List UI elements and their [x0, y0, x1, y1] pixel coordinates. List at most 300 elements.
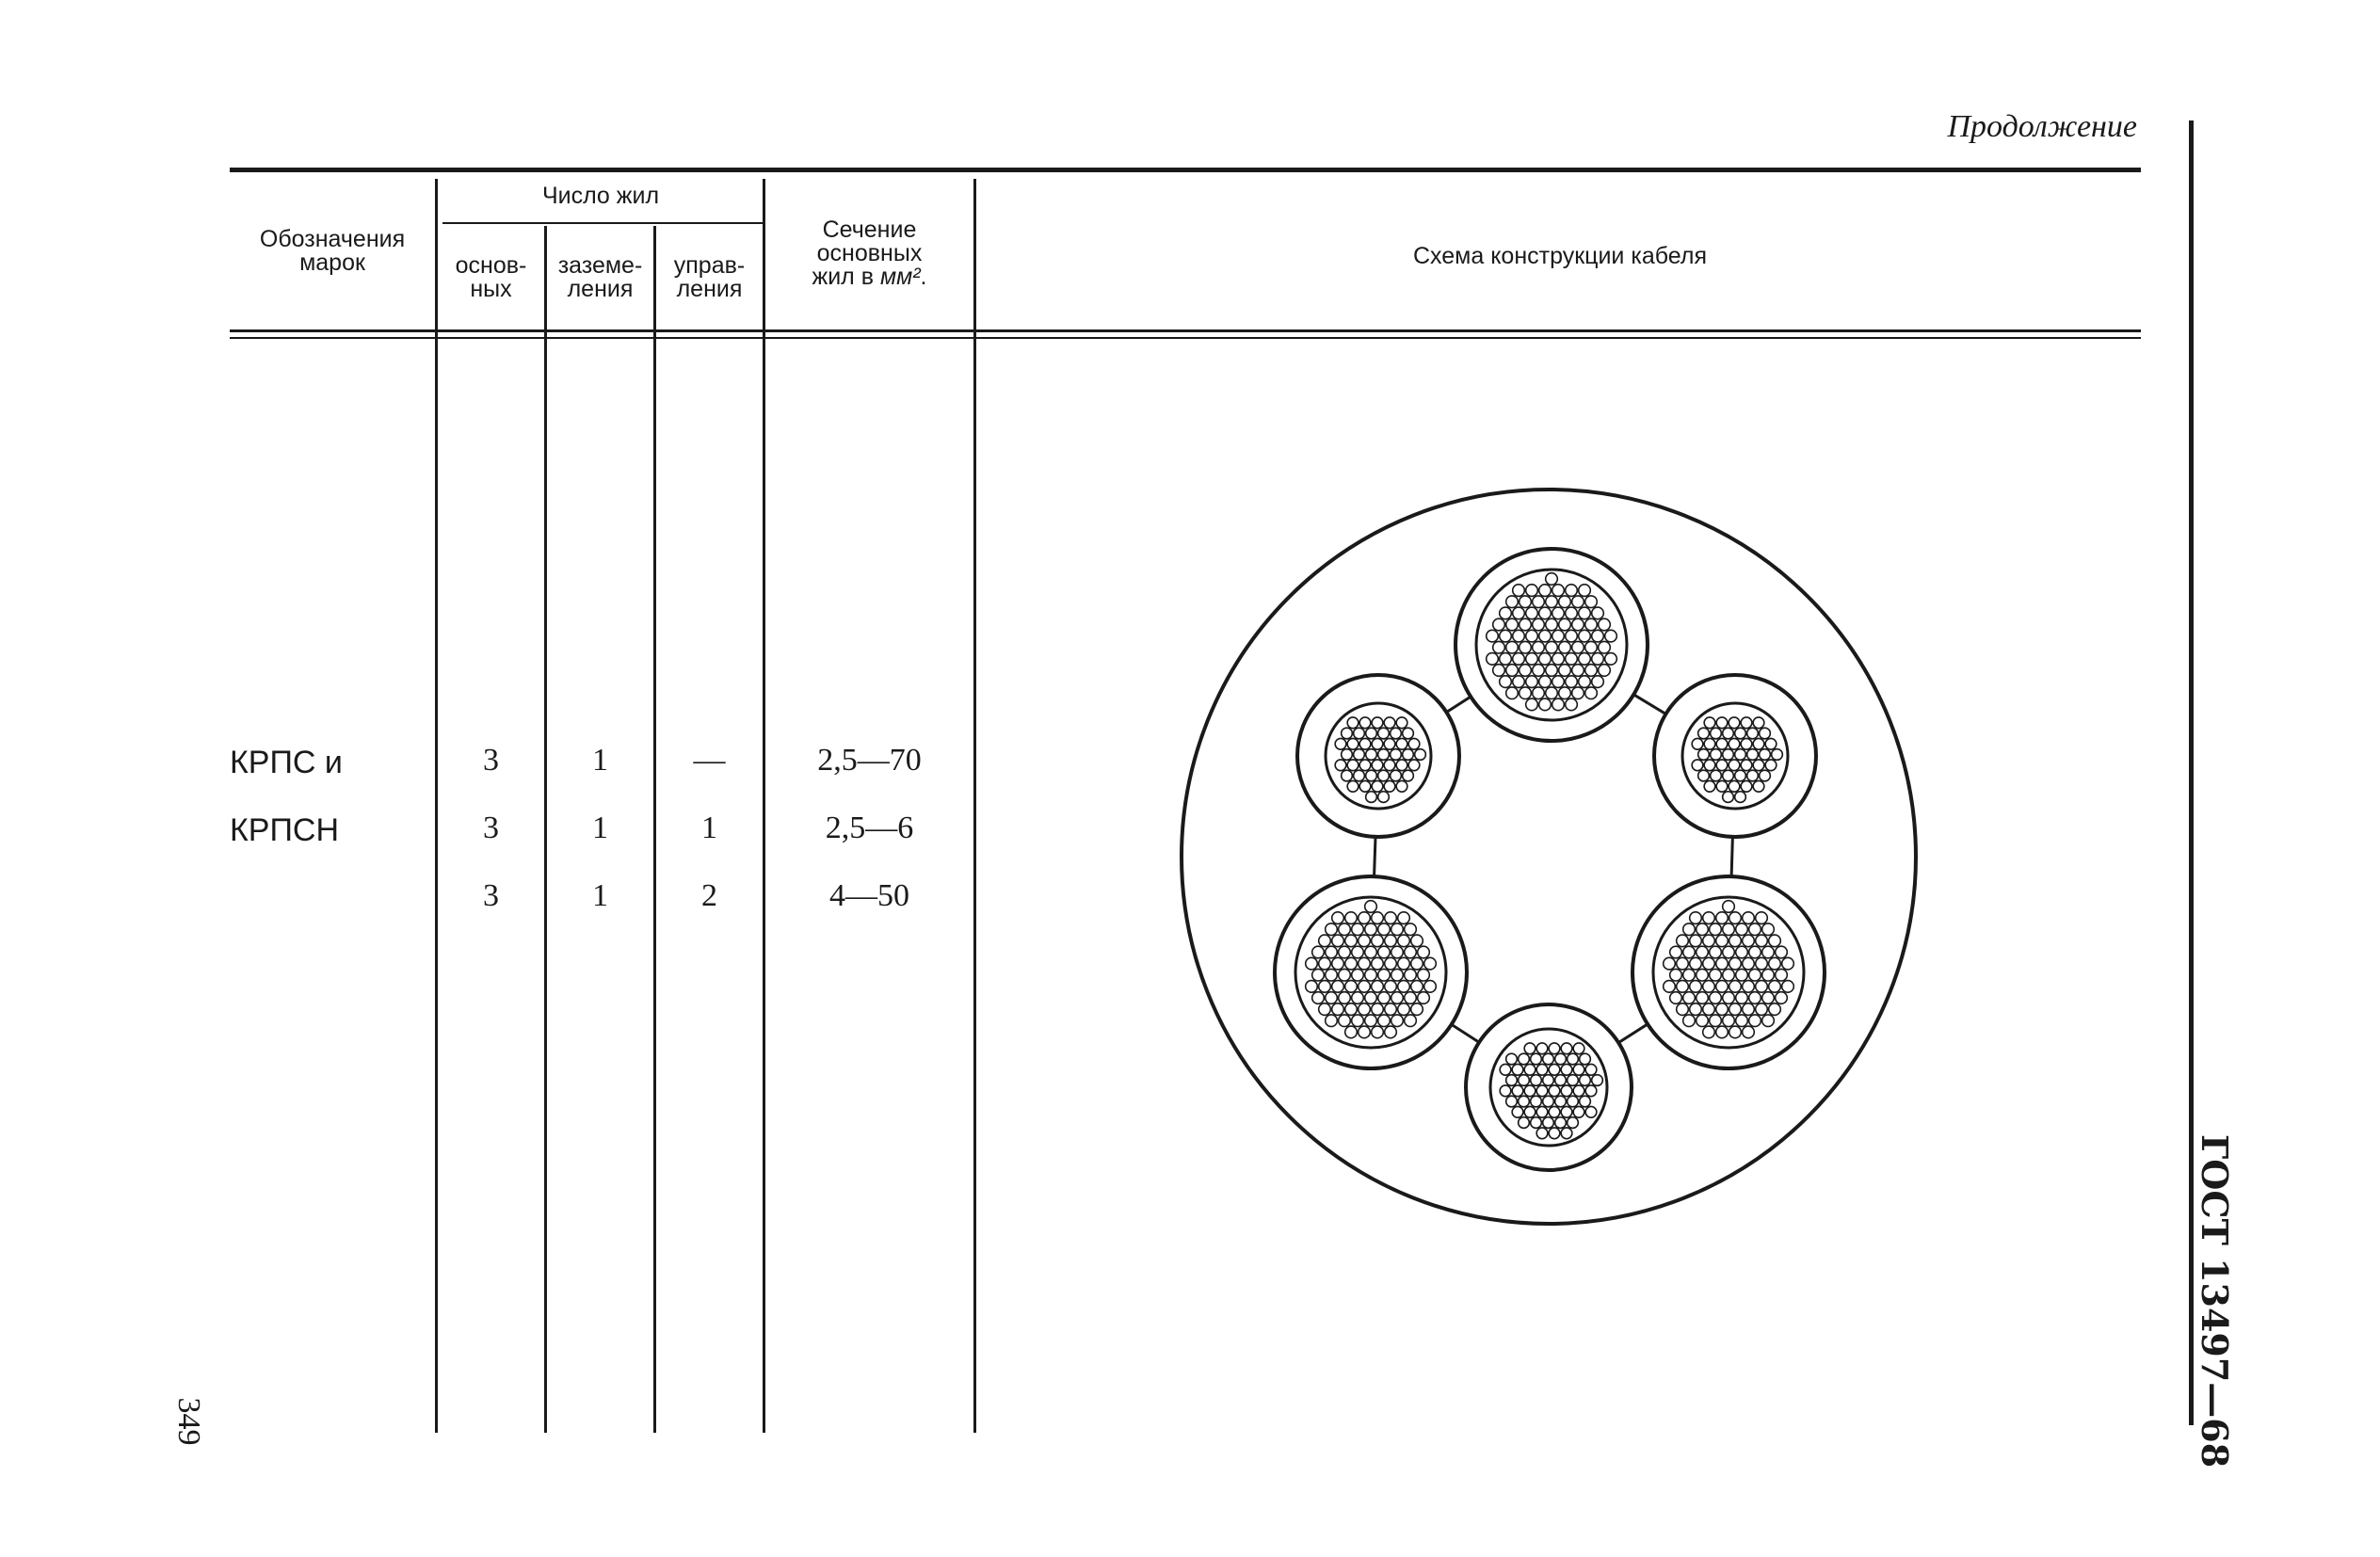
wire-strand: [1572, 618, 1584, 631]
wire-strand: [1543, 1053, 1554, 1065]
wire-strand: [1385, 981, 1397, 993]
wire-strand: [1677, 957, 1689, 970]
wire-strand: [1493, 618, 1505, 631]
row-3-main: 3: [483, 878, 499, 913]
wire-strand: [1552, 653, 1565, 666]
wire-strand: [1585, 618, 1598, 631]
wire-strand: [1372, 1026, 1384, 1038]
wire-strand: [1670, 969, 1682, 981]
wire-strand: [1772, 749, 1783, 761]
wire-strand: [1723, 792, 1734, 803]
wire-strand: [1531, 1117, 1542, 1129]
wire-strand: [1683, 1015, 1696, 1027]
wire-strand: [1531, 1096, 1542, 1107]
wire-strand: [1391, 770, 1402, 781]
wire-strand: [1536, 1085, 1548, 1097]
wire-strand: [1365, 901, 1377, 913]
wire-strand: [1536, 1106, 1548, 1117]
wire-strand: [1756, 981, 1768, 993]
wire-strand: [1526, 630, 1538, 642]
wire-strand: [1566, 698, 1578, 711]
wire-strand: [1703, 957, 1715, 970]
wire-strand: [1592, 676, 1604, 688]
wire-strand: [1729, 760, 1740, 771]
wire-strand: [1332, 912, 1344, 924]
wire-strand: [1506, 1096, 1518, 1107]
aux-core-left: [1297, 675, 1459, 837]
wire-strand: [1526, 653, 1538, 666]
wire-strand: [1677, 935, 1689, 947]
wire-strand: [1519, 1053, 1530, 1065]
wire-strand: [1398, 1003, 1410, 1016]
wire-strand: [1549, 1085, 1560, 1097]
mark-krps: КРПС и: [230, 745, 343, 780]
wire-strand: [1743, 1026, 1755, 1038]
header-main-cores: основ- ных: [455, 252, 527, 302]
wire-strand: [1549, 1043, 1560, 1054]
wire-strand: [1506, 1053, 1518, 1065]
wire-strand: [1520, 641, 1532, 653]
cable-cross-section-diagram: [1177, 485, 1921, 1228]
wire-strand: [1408, 760, 1420, 771]
wire-strand: [1552, 698, 1565, 711]
wire-strand: [1385, 1003, 1397, 1016]
wire-strand: [1411, 935, 1423, 947]
wire-strand: [1760, 728, 1771, 739]
row-3-control: 2: [701, 878, 717, 913]
row-2-control: 1: [701, 811, 717, 845]
wire-strand: [1555, 1075, 1567, 1086]
col-rule-4: [763, 179, 765, 1433]
wire-strand: [1735, 770, 1746, 781]
wire-strand: [1531, 1053, 1542, 1065]
wire-strand: [1735, 728, 1746, 739]
wire-strand: [1506, 665, 1519, 677]
wire-strand: [1332, 957, 1344, 970]
wire-strand: [1710, 923, 1722, 936]
wire-strand: [1729, 981, 1742, 993]
header-cores-group: Число жил: [541, 183, 660, 209]
wire-strand: [1697, 1015, 1709, 1027]
wire-strand: [1573, 1085, 1584, 1097]
wire-strand: [1531, 1075, 1542, 1086]
wire-strand: [1513, 607, 1525, 619]
wire-strand: [1756, 912, 1768, 924]
wire-strand: [1762, 1015, 1775, 1027]
wire-strand: [1519, 1075, 1530, 1086]
wire-strand: [1378, 792, 1390, 803]
header-scheme: Схема конструкции кабеля: [1413, 243, 1707, 269]
wire-strand: [1729, 1003, 1742, 1016]
wire-strand: [1723, 728, 1734, 739]
wire-strand: [1418, 992, 1430, 1004]
aux-core-right: [1654, 675, 1816, 837]
wire-strand: [1405, 946, 1417, 958]
row-2-section: 2,5—6: [825, 811, 914, 845]
wire-strand: [1519, 1117, 1530, 1129]
wire-strand: [1391, 969, 1404, 981]
wire-strand: [1391, 1015, 1404, 1027]
wire-strand: [1391, 923, 1404, 936]
wire-strand: [1384, 780, 1395, 792]
wire-strand: [1365, 969, 1377, 981]
wire-strand: [1599, 665, 1611, 677]
wire-strand: [1723, 770, 1734, 781]
wire-strand: [1585, 665, 1598, 677]
wire-strand: [1524, 1106, 1536, 1117]
wire-strand: [1520, 618, 1532, 631]
wire-strand: [1749, 992, 1761, 1004]
header-control-cores: управ- ления: [673, 252, 746, 302]
wire-strand: [1339, 969, 1351, 981]
wire-strand: [1415, 749, 1426, 761]
wire-strand: [1366, 728, 1377, 739]
wire-strand: [1411, 957, 1423, 970]
row-2-ground: 1: [592, 811, 608, 845]
wire-strand: [1347, 738, 1359, 749]
wire-strand: [1366, 770, 1377, 781]
header-section: [765, 218, 973, 289]
wire-strand: [1710, 992, 1722, 1004]
wire-strand: [1568, 1096, 1579, 1107]
wire-strand: [1359, 1003, 1371, 1016]
wire-strand: [1378, 749, 1390, 761]
wire-strand: [1359, 760, 1371, 771]
wire-strand: [1332, 981, 1344, 993]
wire-strand: [1385, 957, 1397, 970]
wire-strand: [1403, 728, 1414, 739]
wire-strand: [1573, 1043, 1584, 1054]
wire-strand: [1332, 1003, 1344, 1016]
wire-strand: [1342, 749, 1353, 761]
wire-strand: [1697, 992, 1709, 1004]
wire-strand: [1743, 1003, 1755, 1016]
wire-strand: [1711, 749, 1722, 761]
wire-strand: [1729, 1026, 1742, 1038]
wire-strand: [1342, 728, 1353, 739]
wire-strand: [1335, 760, 1346, 771]
wire-strand: [1326, 923, 1338, 936]
wire-strand: [1319, 935, 1331, 947]
table-top-rule: [230, 168, 2141, 172]
wire-strand: [1396, 780, 1407, 792]
wire-strand: [1506, 687, 1519, 699]
wire-strand: [1735, 792, 1746, 803]
wire-strand: [1741, 760, 1752, 771]
row-3-section: 4—50: [829, 878, 909, 913]
wire-strand: [1398, 981, 1410, 993]
wire-strand: [1753, 717, 1764, 729]
wire-strand: [1749, 969, 1761, 981]
wire-strand: [1385, 935, 1397, 947]
wire-strand: [1506, 618, 1519, 631]
wire-strand: [1398, 957, 1410, 970]
wire-strand: [1524, 1064, 1536, 1075]
wire-strand: [1405, 923, 1417, 936]
wire-strand: [1568, 1075, 1579, 1086]
wire-strand: [1599, 641, 1611, 653]
wire-strand: [1339, 1015, 1351, 1027]
wire-strand: [1326, 946, 1338, 958]
wire-strand: [1677, 981, 1689, 993]
wire-strand: [1729, 957, 1742, 970]
wire-strand: [1398, 912, 1410, 924]
wire-strand: [1533, 596, 1545, 608]
wire-strand: [1711, 728, 1722, 739]
wire-strand: [1506, 641, 1519, 653]
wire-strand: [1352, 992, 1364, 1004]
wire-strand: [1690, 981, 1702, 993]
wire-strand: [1326, 1015, 1338, 1027]
wire-strand: [1664, 957, 1676, 970]
wire-strand: [1520, 596, 1532, 608]
wire-strand: [1736, 969, 1748, 981]
wire-strand: [1585, 1085, 1597, 1097]
wire-strand: [1500, 630, 1512, 642]
wire-strand: [1592, 653, 1604, 666]
wire-strand: [1378, 969, 1391, 981]
wire-strand: [1546, 596, 1558, 608]
wire-strand: [1723, 923, 1735, 936]
wire-strand: [1366, 749, 1377, 761]
cores-group-rule: [442, 222, 763, 224]
wire-strand: [1365, 992, 1377, 1004]
wire-strand: [1579, 653, 1591, 666]
wire-strand: [1670, 946, 1682, 958]
wire-strand: [1372, 780, 1383, 792]
wire-strand: [1378, 728, 1390, 739]
wire-strand: [1716, 717, 1728, 729]
wire-strand: [1345, 1003, 1358, 1016]
wire-strand: [1723, 969, 1735, 981]
wire-strand: [1762, 923, 1775, 936]
wire-strand: [1749, 946, 1761, 958]
wire-strand: [1782, 957, 1794, 970]
wire-strand: [1391, 992, 1404, 1004]
wire-strand: [1546, 573, 1558, 586]
wire-strand: [1782, 981, 1794, 993]
row-2-main: 3: [483, 811, 499, 845]
wire-strand: [1704, 780, 1715, 792]
wire-strand: [1690, 935, 1702, 947]
wire-strand: [1513, 676, 1525, 688]
wire-strand: [1690, 912, 1702, 924]
wire-strand: [1769, 957, 1781, 970]
wire-strand: [1339, 923, 1351, 936]
row-1-ground: 1: [592, 743, 608, 778]
wire-strand: [1776, 946, 1788, 958]
wire-strand: [1723, 749, 1734, 761]
wire-strand: [1579, 676, 1591, 688]
wire-strand: [1512, 1106, 1523, 1117]
wire-strand: [1769, 981, 1781, 993]
wire-strand: [1319, 957, 1331, 970]
wire-strand: [1762, 946, 1775, 958]
wire-strand: [1411, 981, 1423, 993]
wire-strand: [1561, 1085, 1572, 1097]
wire-strand: [1342, 770, 1353, 781]
wire-strand: [1312, 992, 1325, 1004]
wire-strand: [1391, 749, 1402, 761]
wire-strand: [1345, 957, 1358, 970]
wire-strand: [1385, 1026, 1397, 1038]
wire-strand: [1539, 630, 1552, 642]
wire-strand: [1339, 992, 1351, 1004]
wire-strand: [1352, 969, 1364, 981]
col-rule-1: [435, 179, 438, 1433]
wire-strand: [1378, 923, 1391, 936]
wire-strand: [1500, 1085, 1511, 1097]
wire-strand: [1716, 935, 1729, 947]
wire-strand: [1359, 935, 1371, 947]
wire-strand: [1555, 1096, 1567, 1107]
wire-strand: [1579, 607, 1591, 619]
main-core-left: [1275, 876, 1467, 1068]
wire-strand: [1512, 1085, 1523, 1097]
wire-strand: [1365, 946, 1377, 958]
wire-strand: [1546, 641, 1558, 653]
wire-strand: [1546, 687, 1558, 699]
wire-strand: [1716, 912, 1729, 924]
wire-strand: [1690, 957, 1702, 970]
wire-strand: [1487, 630, 1499, 642]
wire-strand: [1776, 969, 1788, 981]
gost-code: ГОСТ 13497—68: [2194, 1134, 2236, 1469]
wire-strand: [1698, 728, 1710, 739]
wire-strand: [1736, 1015, 1748, 1027]
wire-strand: [1359, 738, 1371, 749]
wire-strand: [1703, 1003, 1715, 1016]
wire-strand: [1396, 717, 1407, 729]
wire-strand: [1372, 935, 1384, 947]
wire-strand: [1359, 912, 1371, 924]
wire-strand: [1769, 935, 1781, 947]
wire-strand: [1769, 1003, 1781, 1016]
wire-strand: [1573, 1064, 1584, 1075]
wire-strand: [1683, 992, 1696, 1004]
wire-strand: [1592, 1075, 1603, 1086]
wire-strand: [1536, 1043, 1548, 1054]
wire-strand: [1546, 665, 1558, 677]
wire-strand: [1605, 653, 1617, 666]
wire-strand: [1418, 969, 1430, 981]
wire-strand: [1378, 946, 1391, 958]
wire-strand: [1692, 760, 1703, 771]
wire-strand: [1546, 618, 1558, 631]
wire-strand: [1539, 698, 1552, 711]
wire-strand: [1572, 687, 1584, 699]
wire-strand: [1760, 770, 1771, 781]
wire-strand: [1354, 770, 1365, 781]
wire-strand: [1716, 1003, 1729, 1016]
wire-strand: [1345, 912, 1358, 924]
wire-strand: [1533, 687, 1545, 699]
wire-strand: [1347, 717, 1359, 729]
wire-strand: [1391, 728, 1402, 739]
wire-strand: [1493, 641, 1505, 653]
wire-strand: [1536, 1128, 1548, 1139]
wire-strand: [1753, 780, 1764, 792]
wire-strand: [1690, 1003, 1702, 1016]
wire-strand: [1549, 1128, 1560, 1139]
wire-strand: [1345, 935, 1358, 947]
wire-strand: [1736, 923, 1748, 936]
wire-strand: [1729, 912, 1742, 924]
wire-strand: [1743, 957, 1755, 970]
wire-strand: [1756, 1003, 1768, 1016]
wire-strand: [1359, 1026, 1371, 1038]
wire-strand: [1319, 981, 1331, 993]
wire-strand: [1405, 1015, 1417, 1027]
wire-strand: [1756, 957, 1768, 970]
wire-strand: [1723, 901, 1735, 913]
wire-strand: [1513, 653, 1525, 666]
wire-strand: [1403, 770, 1414, 781]
wire-strand: [1703, 912, 1715, 924]
wire-strand: [1359, 981, 1371, 993]
wire-strand: [1372, 717, 1383, 729]
wire-strand: [1365, 923, 1377, 936]
mark-krpsn: КРПСН: [230, 812, 340, 848]
row-1-control: —: [693, 743, 726, 778]
wire-strand: [1670, 992, 1682, 1004]
wire-strand: [1735, 749, 1746, 761]
wire-strand: [1506, 1075, 1518, 1086]
wire-strand: [1572, 665, 1584, 677]
aux-core-bottom: [1466, 1004, 1632, 1170]
header-bottom-rule-1: [230, 329, 2141, 332]
wire-strand: [1585, 687, 1598, 699]
wire-strand: [1372, 1003, 1384, 1016]
wire-strand: [1405, 992, 1417, 1004]
wire-strand: [1378, 1015, 1391, 1027]
wire-strand: [1524, 1085, 1536, 1097]
wire-strand: [1605, 630, 1617, 642]
wire-strand: [1729, 780, 1740, 792]
wire-strand: [1396, 738, 1407, 749]
wire-strand: [1561, 1064, 1572, 1075]
wire-strand: [1736, 946, 1748, 958]
wire-strand: [1378, 992, 1391, 1004]
wire-strand: [1549, 1106, 1560, 1117]
wire-strand: [1741, 717, 1752, 729]
wire-strand: [1664, 981, 1676, 993]
wire-strand: [1513, 630, 1525, 642]
wire-strand: [1749, 923, 1761, 936]
wire-strand: [1692, 738, 1703, 749]
wire-strand: [1543, 1096, 1554, 1107]
wire-strand: [1561, 1043, 1572, 1054]
wire-strand: [1741, 780, 1752, 792]
wire-strand: [1536, 1064, 1548, 1075]
wire-strand: [1710, 1015, 1722, 1027]
wire-strand: [1539, 607, 1552, 619]
wire-strand: [1716, 738, 1728, 749]
wire-strand: [1384, 717, 1395, 729]
wire-strand: [1743, 981, 1755, 993]
wire-strand: [1359, 780, 1371, 792]
wire-strand: [1711, 770, 1722, 781]
wire-strand: [1703, 1026, 1715, 1038]
wire-strand: [1683, 923, 1696, 936]
wire-strand: [1716, 780, 1728, 792]
wire-strand: [1599, 618, 1611, 631]
row-3-ground: 1: [592, 878, 608, 913]
wire-strand: [1579, 585, 1591, 597]
wire-strand: [1559, 641, 1571, 653]
wire-strand: [1559, 665, 1571, 677]
wire-strand: [1585, 1106, 1597, 1117]
